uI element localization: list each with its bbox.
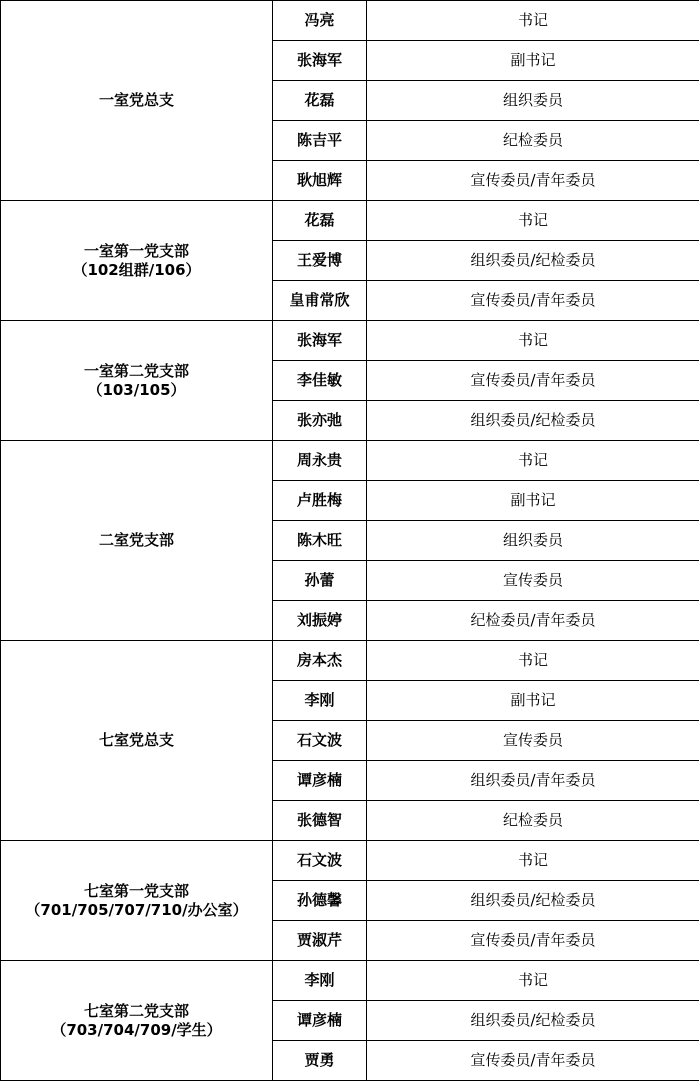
member-role: 组织委员/纪检委员 [367, 881, 699, 921]
member-role: 书记 [367, 841, 699, 881]
branch-name-cell [1, 321, 273, 441]
member-role: 书记 [367, 961, 699, 1001]
member-name: 花磊 [273, 81, 367, 121]
member-role: 副书记 [367, 681, 699, 721]
member-role: 书记 [367, 641, 699, 681]
branch-name: 一室第二党支部 [83, 361, 189, 380]
branch-name-cell [1, 961, 273, 1081]
roster-body [1, 1, 699, 1081]
member-name: 贾勇 [273, 1041, 367, 1081]
member-role: 组织委员/纪检委员 [367, 241, 699, 281]
branch-name-cell [1, 1, 273, 201]
member-role: 宣传委员/青年委员 [367, 361, 699, 401]
member-role: 组织委员/纪检委员 [367, 401, 699, 441]
member-name: 孙德馨 [273, 881, 367, 921]
member-role: 组织委员 [367, 521, 699, 561]
member-role: 书记 [367, 441, 699, 481]
member-role: 书记 [367, 1, 699, 41]
member-name: 李刚 [273, 961, 367, 1001]
member-name: 李佳敏 [273, 361, 367, 401]
member-role: 宣传委员/青年委员 [367, 1041, 699, 1081]
member-name: 孙蕾 [273, 561, 367, 601]
branch-name: 七室第一党支部 [83, 881, 189, 900]
member-name: 卢胜梅 [273, 481, 367, 521]
branch-name: 二室党支部 [98, 531, 174, 549]
member-role: 组织委员/青年委员 [367, 761, 699, 801]
member-role: 组织委员 [367, 81, 699, 121]
branch-name-cell [1, 641, 273, 841]
table-row [1, 1, 699, 41]
branch-name-cell [1, 841, 273, 961]
branch-name: 七室第二党支部 [83, 1001, 189, 1020]
member-role: 纪检委员/青年委员 [367, 601, 699, 641]
member-name: 张海军 [273, 41, 367, 81]
member-role: 副书记 [367, 481, 699, 521]
member-role: 组织委员/纪检委员 [367, 1001, 699, 1041]
member-name: 谭彦楠 [273, 1001, 367, 1041]
member-name: 刘振婷 [273, 601, 367, 641]
member-name: 张德智 [273, 801, 367, 841]
member-role: 宣传委员 [367, 721, 699, 761]
member-name: 张亦弛 [273, 401, 367, 441]
member-role: 书记 [367, 201, 699, 241]
branch-name: 一室党总支 [98, 91, 174, 109]
member-name: 花磊 [273, 201, 367, 241]
member-role: 副书记 [367, 41, 699, 81]
member-role: 宣传委员/青年委员 [367, 921, 699, 961]
member-name: 周永贵 [273, 441, 367, 481]
member-name: 皇甫常欣 [273, 281, 367, 321]
table-row [1, 961, 699, 1001]
member-name: 石文波 [273, 841, 367, 881]
member-name: 王爱博 [273, 241, 367, 281]
branch-scope: （103/105） [87, 380, 186, 399]
member-name: 张海军 [273, 321, 367, 361]
branch-scope: （703/704/709/学生） [51, 1020, 222, 1039]
member-role: 宣传委员/青年委员 [367, 281, 699, 321]
branch-scope: （102组群/106） [72, 260, 201, 279]
member-name: 石文波 [273, 721, 367, 761]
member-name: 房本杰 [273, 641, 367, 681]
member-role: 书记 [367, 321, 699, 361]
branch-scope: （701/705/707/710/办公室） [25, 900, 248, 919]
table-row [1, 201, 699, 241]
member-name: 冯亮 [273, 1, 367, 41]
branch-name-cell [1, 441, 273, 641]
branch-name-cell [1, 201, 273, 321]
table-row [1, 441, 699, 481]
branch-name: 一室第一党支部 [83, 241, 189, 260]
member-role: 纪检委员 [367, 801, 699, 841]
member-name: 贾淑芹 [273, 921, 367, 961]
member-role: 纪检委员 [367, 121, 699, 161]
table-row [1, 641, 699, 681]
member-name: 陈木旺 [273, 521, 367, 561]
member-name: 李刚 [273, 681, 367, 721]
member-name: 谭彦楠 [273, 761, 367, 801]
member-name: 耿旭辉 [273, 161, 367, 201]
member-role: 宣传委员/青年委员 [367, 161, 699, 201]
table-row [1, 321, 699, 361]
table-row [1, 841, 699, 881]
member-name: 陈吉平 [273, 121, 367, 161]
branch-name: 七室党总支 [98, 731, 174, 749]
member-role: 宣传委员 [367, 561, 699, 601]
